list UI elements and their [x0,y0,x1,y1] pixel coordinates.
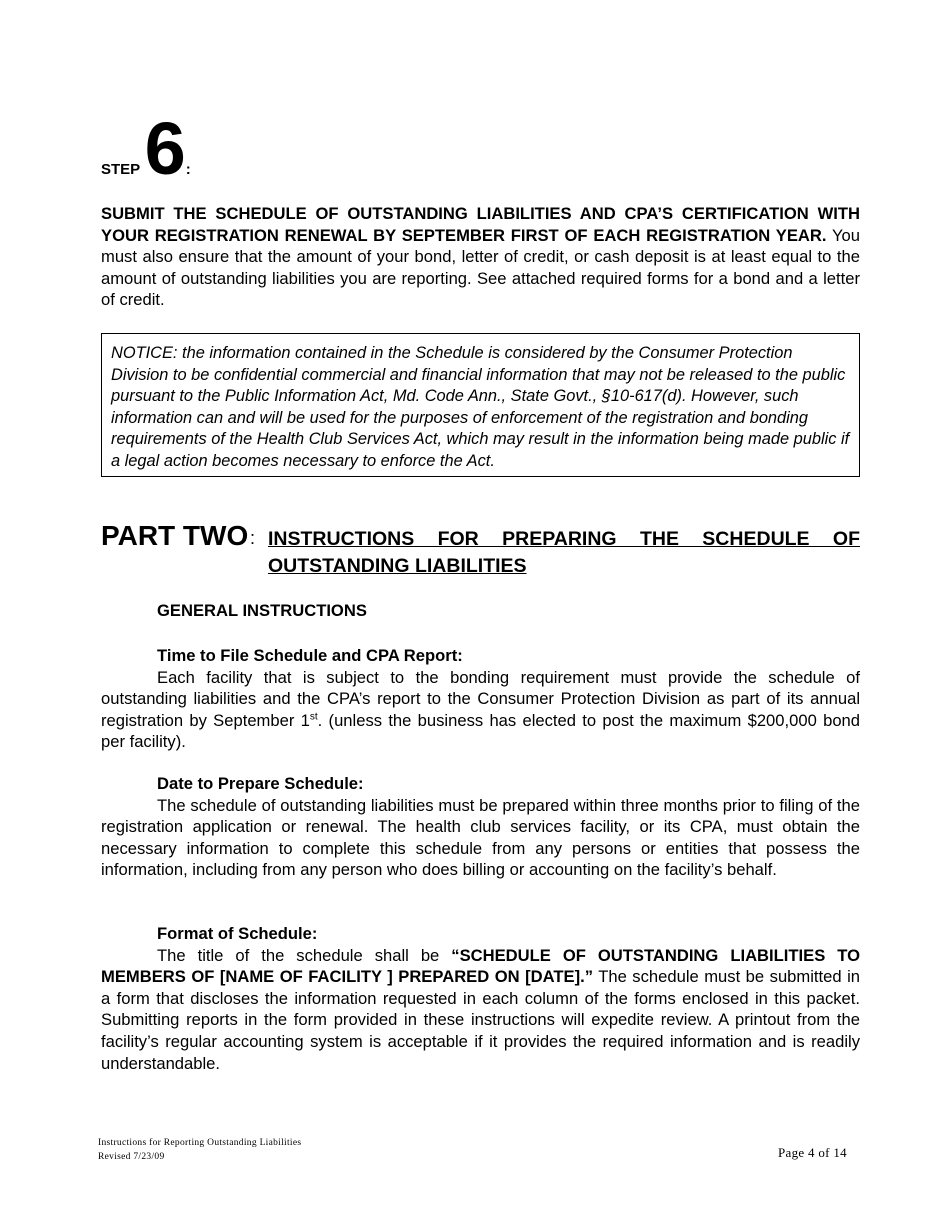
step-colon: : [185,161,191,178]
format-bold-title: “SCHEDULE OF OUTSTANDING LIABILITIES TO MEMBERS OF [NAME OF FACILITY ] PREPARED ON [DATE].” [101,945,861,987]
time-to-file-heading: Time to File Schedule and CPA Report: [157,646,463,665]
part-two-colon: : [250,528,256,548]
submit-paragraph [101,203,860,311]
format-text [101,945,860,1075]
time-to-file-text-main: Each facility that is subject to the bonding requirement must provide the schedule of outstanding liabilities and the CPA’s report to the Consumer Protection Division as part of its annual registration by September 1 [101,667,860,730]
date-to-prepare-section [101,773,860,881]
format-heading: Format of Schedule: [157,924,318,943]
format-text-intro: The title of the schedule shall be [157,945,452,965]
footer-doc-title: Instructions for Reporting Outstanding Liabilities [98,1138,302,1148]
submit-bold-text: SUBMIT THE SCHEDULE OF OUTSTANDING LIABILITIES AND CPA’S CERTIFICATION WITH YOUR REGISTRATION RENEWAL BY SEPTEMBER FIRST OF EACH REGISTRATION YEAR. [101,204,860,245]
notice-box [101,333,860,477]
date-to-prepare-text: The schedule of outstanding liabilities must be prepared within three months prior to filing of the registration application or renewal. The health club services facility, or its CPA, must obtain the necessary information to complete this schedule from any persons or entities that possess the information, including from any person who does billing or accounting on the facility’s behalf. [101,795,860,880]
step-heading [101,107,191,190]
general-instructions-section [101,600,860,622]
date-to-prepare-heading: Date to Prepare Schedule: [157,774,364,793]
notice-text: NOTICE: the information contained in the Schedule is considered by the Consumer Protection Division to be confidential commercial and financial information that may not be released to the public pursuant to the Public Information Act, Md. Code Ann., State Govt., §10-617(d). However, such information can and will be used for the purposes of enforcement of the registration and bonding requirements of the Health Club Services Act, which may result in the information being made public if a legal action becomes necessary to enforce the Act. [111,344,850,470]
time-to-file-text-end: . (unless the business has elected to post the maximum $200,000 bond per facility). [101,710,861,752]
time-to-file-text [101,667,860,753]
step-label: STEP [101,161,141,178]
format-section [101,923,860,1074]
part-two-title: INSTRUCTIONS FOR PREPARING THE SCHEDULE OF OUTSTANDING LIABILITIES [268,528,860,577]
footer-left [98,1136,301,1164]
time-to-file-section [101,645,860,753]
page-number: Page 4 of 14 [778,1145,847,1160]
format-text-rest: The schedule must be submitted in a form that discloses the information requested in each column of the forms enclosed in this packet. Submitting reports in the form provided in these instructions will expedite review. A printout from the facility’s regular accounting system is acceptable if it provides the required information and is readily understandable. [101,967,860,1073]
part-two-label: PART TWO [101,520,249,551]
step-number: 6 [144,107,186,190]
time-to-file-sup: st [309,711,318,723]
footer-revised: Revised 7/23/09 [98,1152,165,1162]
submit-text: You must also ensure that the amount of your bond, letter of credit, or cash deposit is at least equal to the amount of outstanding liabilities you are reporting. See attached required forms for a bond and a letter of credit. [101,225,860,310]
general-instructions-heading: GENERAL INSTRUCTIONS [157,601,367,620]
